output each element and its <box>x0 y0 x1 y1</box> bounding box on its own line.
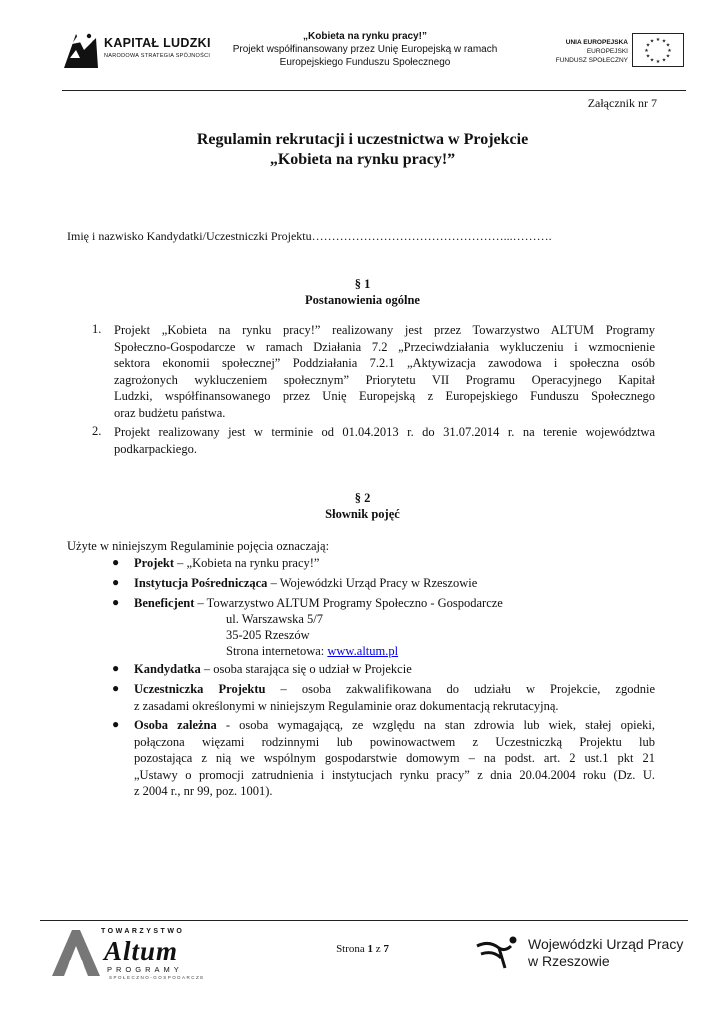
eu-label-line3: FUNDUSZ SPOŁECZNY <box>555 57 628 64</box>
page-total: 7 <box>383 943 389 955</box>
bullet-icon: ● <box>112 661 120 675</box>
eu-label <box>544 38 628 65</box>
list-item <box>114 424 655 457</box>
section2-heading: Słownik pojęć <box>325 507 400 521</box>
list-item-line: Projekt realizowany jest w terminie od 01.04.2013 r. do 31.07.2014 r. na terenie województwa <box>114 425 655 439</box>
section2-header <box>60 490 665 522</box>
page-mid: z <box>373 943 384 955</box>
svg-text:★: ★ <box>661 38 667 45</box>
definition-text: – osoba zakwalifikowana do udziału w Projekcie, zgodnie <box>265 682 656 696</box>
list-item-number: 1. <box>92 322 102 336</box>
svg-text:★: ★ <box>655 37 661 43</box>
wup-logo-icon <box>475 932 521 972</box>
section2-number: § 2 <box>354 491 371 505</box>
list-item-line: zagrożonych wykluczeniem społecznym” Priorytetu VII Programu Operacyjnego Kapitał <box>114 372 655 387</box>
altum-subtitle: SPOŁECZNO-GOSPODARCZE <box>109 975 205 980</box>
footer-divider <box>40 920 688 921</box>
section2-intro: Użyte w niniejszym Regulaminie pojęcia oznaczają: <box>67 539 330 553</box>
definition-term: Kandydatka <box>134 662 201 676</box>
eu-flag-icon <box>632 33 684 67</box>
kapital-ludzki-logo <box>62 28 100 70</box>
svg-text:★: ★ <box>655 59 661 65</box>
page-title-line1: Regulamin rekrutacji i uczestnictwa w Projekcie <box>196 131 529 148</box>
list-item-line: podkarpackiego. <box>114 441 197 456</box>
page-number <box>300 943 425 955</box>
definition-kandydatka <box>134 661 412 678</box>
svg-text:★: ★ <box>644 48 649 54</box>
definition-text: – „Kobieta na rynku pracy!” <box>174 556 320 570</box>
list-item-line: Ludzki, współfinansowanego przez Unię Europejską z Europejskiego Funduszu Społecznego <box>114 389 655 403</box>
definition-text: – Towarzystwo ALTUM Programy Społeczno - Gospodarcze <box>194 596 503 610</box>
section1-number: § 1 <box>354 277 371 291</box>
definition-line: pozostająca z nią we wspólnym gospodarstwie domowym – na podst. art. 2 ust.1 pkt 21 <box>134 751 655 765</box>
definition-line <box>134 717 655 734</box>
definition-text: – Wojewódzki Urząd Pracy w Rzeszowie <box>267 576 478 590</box>
definition-line: z zasadami określonymi w niniejszym Regulaminie oraz dokumentacją rekrutacyjną. <box>134 698 559 713</box>
bullet-icon: ● <box>112 717 120 731</box>
svg-text:★: ★ <box>667 48 672 54</box>
bullet-icon: ● <box>112 681 120 695</box>
altum-logo-icon <box>50 926 102 978</box>
svg-text:★: ★ <box>665 53 671 60</box>
website-link[interactable]: www.altum.pl <box>327 644 399 658</box>
section1-header <box>60 276 665 308</box>
definition-text: - osoba wymagającą, ze względu na stan zdrowia lub wiek, stałej opieki, <box>216 718 656 732</box>
svg-text:★: ★ <box>645 53 651 60</box>
wup-name-line2: w Rzeszowie <box>528 953 610 969</box>
svg-text:★: ★ <box>665 42 671 49</box>
definition-term: Projekt <box>134 556 175 570</box>
header-cofinance-line2: Europejskiego Funduszu Społecznego <box>279 57 451 68</box>
list-item <box>114 322 655 421</box>
website-line <box>226 643 398 660</box>
definition-line: „Ustawy o promocji zatrudnienia i instytucjach rynku pracy” z dnia 20.04.2004 roku (Dz. U. <box>134 767 655 782</box>
definition-term: Osoba zależna <box>134 718 217 732</box>
definition-uczestniczka <box>134 681 655 714</box>
page-prefix: Strona <box>336 943 368 955</box>
altum-name: Altum <box>104 936 179 966</box>
definition-beneficjent <box>134 595 503 612</box>
address-street: ul. Warszawska 5/7 <box>226 612 324 626</box>
header-project-info <box>230 30 500 69</box>
definition-term: Instytucja Pośrednicząca <box>134 576 268 590</box>
bullet-icon: ● <box>112 555 120 569</box>
definition-projekt <box>134 555 319 572</box>
page-current: 1 <box>367 943 374 955</box>
website-label: Strona internetowa: <box>226 644 328 658</box>
svg-text:★: ★ <box>661 57 667 64</box>
list-item-line: Społeczno-Gospodarcze w ramach Działania 7.2 „Przeciwdziałania wykluczeniu i wzmocnienie <box>114 339 655 354</box>
candidate-name-field: Imię i nazwisko Kandydatki/Uczestniczki Projektu…………………………………………...………. <box>67 229 552 243</box>
definition-line <box>134 681 655 698</box>
eu-label-line2: EUROPEJSKI <box>586 48 628 55</box>
bullet-icon: ● <box>112 575 120 589</box>
bullet-icon: ● <box>112 595 120 609</box>
list-item-line: sektora ekonomii społecznej” Poddziałania 7.2.1 „Aktywizacja zawodowa i społeczna osób <box>114 356 655 370</box>
definition-term: Beneficjent <box>134 596 195 610</box>
page-title <box>60 130 665 170</box>
svg-text:★: ★ <box>649 38 655 45</box>
svg-text:★: ★ <box>645 42 651 49</box>
list-item-line: Projekt „Kobieta na rynku pracy!” realizowany jest przez Towarzystwo ALTUM Programy <box>114 323 655 337</box>
altum-top-label: TOWARZYSTWO <box>101 928 185 935</box>
list-item-line: oraz budżetu państwa. <box>114 405 226 420</box>
definition-line: z 2004 r., nr 99, poz. 1001). <box>134 784 273 798</box>
definition-osoba-zalezna <box>134 717 655 800</box>
altum-programy: PROGRAMY <box>107 965 183 974</box>
wup-name-line1: Wojewódzki Urząd Pracy <box>528 936 684 952</box>
definition-text: – osoba starająca się o udział w Projekcie <box>200 662 412 676</box>
header-cofinance-line1: Projekt współfinansowany przez Unię Europejską w ramach <box>232 44 498 55</box>
page-title-line2: „Kobieta na rynku pracy!” <box>269 151 456 168</box>
svg-text:★: ★ <box>649 57 655 64</box>
definition-term: Uczestniczka Projektu <box>134 682 266 696</box>
section1-heading: Postanowienia ogólne <box>305 293 420 307</box>
address-city: 35-205 Rzeszów <box>226 628 310 642</box>
header-project-name: „Kobieta na rynku pracy!” <box>303 31 427 42</box>
header-divider <box>62 90 686 91</box>
definition-instytucja <box>134 575 477 592</box>
list-item-number: 2. <box>92 424 102 438</box>
attachment-number: Załącznik nr 7 <box>587 96 657 110</box>
eu-label-line1: UNIA EUROPEJSKA <box>565 39 628 46</box>
definition-line: połączona więzami rodzinnymi lub powinowactwem z Uczestniczką Projektu lub <box>134 734 655 749</box>
kapital-ludzki-title: KAPITAŁ LUDZKI <box>104 36 211 50</box>
kapital-ludzki-subtitle: NARODOWA STRATEGIA SPÓJNOŚCI <box>104 53 211 59</box>
